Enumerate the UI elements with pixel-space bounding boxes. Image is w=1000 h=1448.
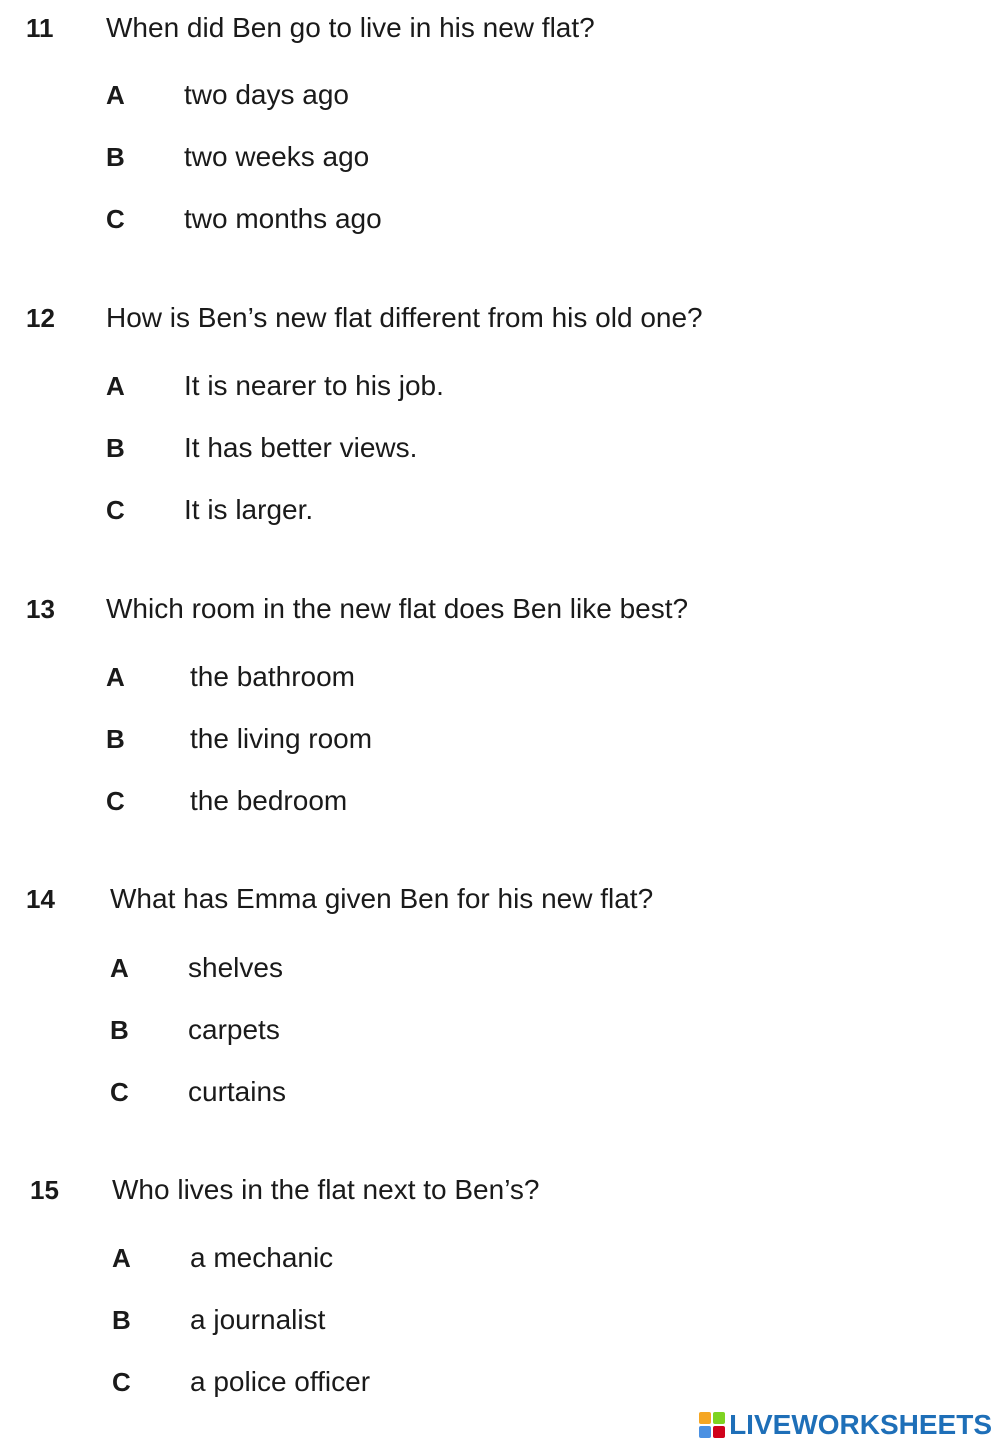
question-number: 12 [26, 303, 55, 333]
question-15-option-b[interactable] [0, 1303, 1000, 1337]
question-text: What has Emma given Ben for his new flat? [110, 883, 654, 914]
question-11-option-a[interactable] [0, 78, 1000, 112]
option-text: a mechanic [190, 1242, 334, 1273]
option-text: two months ago [184, 203, 382, 234]
option-letter: B [112, 1305, 131, 1335]
option-text: carpets [188, 1014, 280, 1045]
option-text: the bathroom [190, 661, 355, 692]
question-12-option-a[interactable] [0, 369, 1000, 403]
question-14-option-b[interactable] [0, 1013, 1000, 1047]
question-15-option-c[interactable] [0, 1365, 1000, 1399]
option-text: two weeks ago [184, 141, 370, 172]
question-text: How is Ben’s new flat different from his old one? [106, 302, 703, 333]
question-number: 13 [26, 594, 55, 624]
question-12-option-c[interactable] [0, 493, 1000, 527]
question-13-option-b[interactable] [0, 722, 1000, 756]
option-text: It is nearer to his job. [184, 370, 444, 401]
question-12-option-b[interactable] [0, 431, 1000, 465]
question-13-option-a[interactable] [0, 660, 1000, 694]
option-letter: C [106, 495, 125, 525]
option-letter: B [106, 142, 125, 172]
liveworksheets-logo-icon [699, 1412, 725, 1438]
option-letter: A [106, 662, 125, 692]
option-text: two days ago [184, 79, 349, 110]
option-letter: C [110, 1077, 129, 1107]
brand-text: LIVEWORKSHEETS [729, 1409, 992, 1440]
question-15-option-a[interactable] [0, 1241, 1000, 1275]
question-text: Which room in the new flat does Ben like best? [106, 593, 689, 624]
option-letter: C [106, 204, 125, 234]
option-letter: A [106, 80, 125, 110]
question-text: When did Ben go to live in his new flat? [106, 12, 595, 43]
option-text: It is larger. [184, 494, 314, 525]
option-letter: A [106, 371, 125, 401]
option-text: a journalist [190, 1304, 326, 1335]
question-11-option-b[interactable] [0, 140, 1000, 174]
option-letter: C [112, 1367, 131, 1397]
option-text: It has better views. [184, 432, 418, 463]
question-11-option-c[interactable] [0, 202, 1000, 236]
question-number: 11 [26, 13, 54, 43]
question-14-option-a[interactable] [0, 951, 1000, 985]
option-letter: B [106, 433, 125, 463]
option-text: a police officer [190, 1366, 371, 1397]
question-text: Who lives in the flat next to Ben’s? [112, 1174, 540, 1205]
option-text: the living room [190, 723, 373, 754]
option-letter: A [110, 953, 129, 983]
liveworksheets-watermark[interactable] [699, 1410, 992, 1440]
option-text: shelves [188, 952, 283, 983]
option-letter: B [106, 724, 125, 754]
option-letter: B [110, 1015, 129, 1045]
question-number: 14 [26, 884, 55, 914]
question-14-option-c[interactable] [0, 1075, 1000, 1109]
option-text: curtains [188, 1076, 287, 1107]
option-text: the bedroom [190, 785, 348, 816]
option-letter: A [112, 1243, 131, 1273]
option-letter: C [106, 786, 125, 816]
question-13-option-c[interactable] [0, 784, 1000, 818]
question-number: 15 [30, 1175, 59, 1205]
